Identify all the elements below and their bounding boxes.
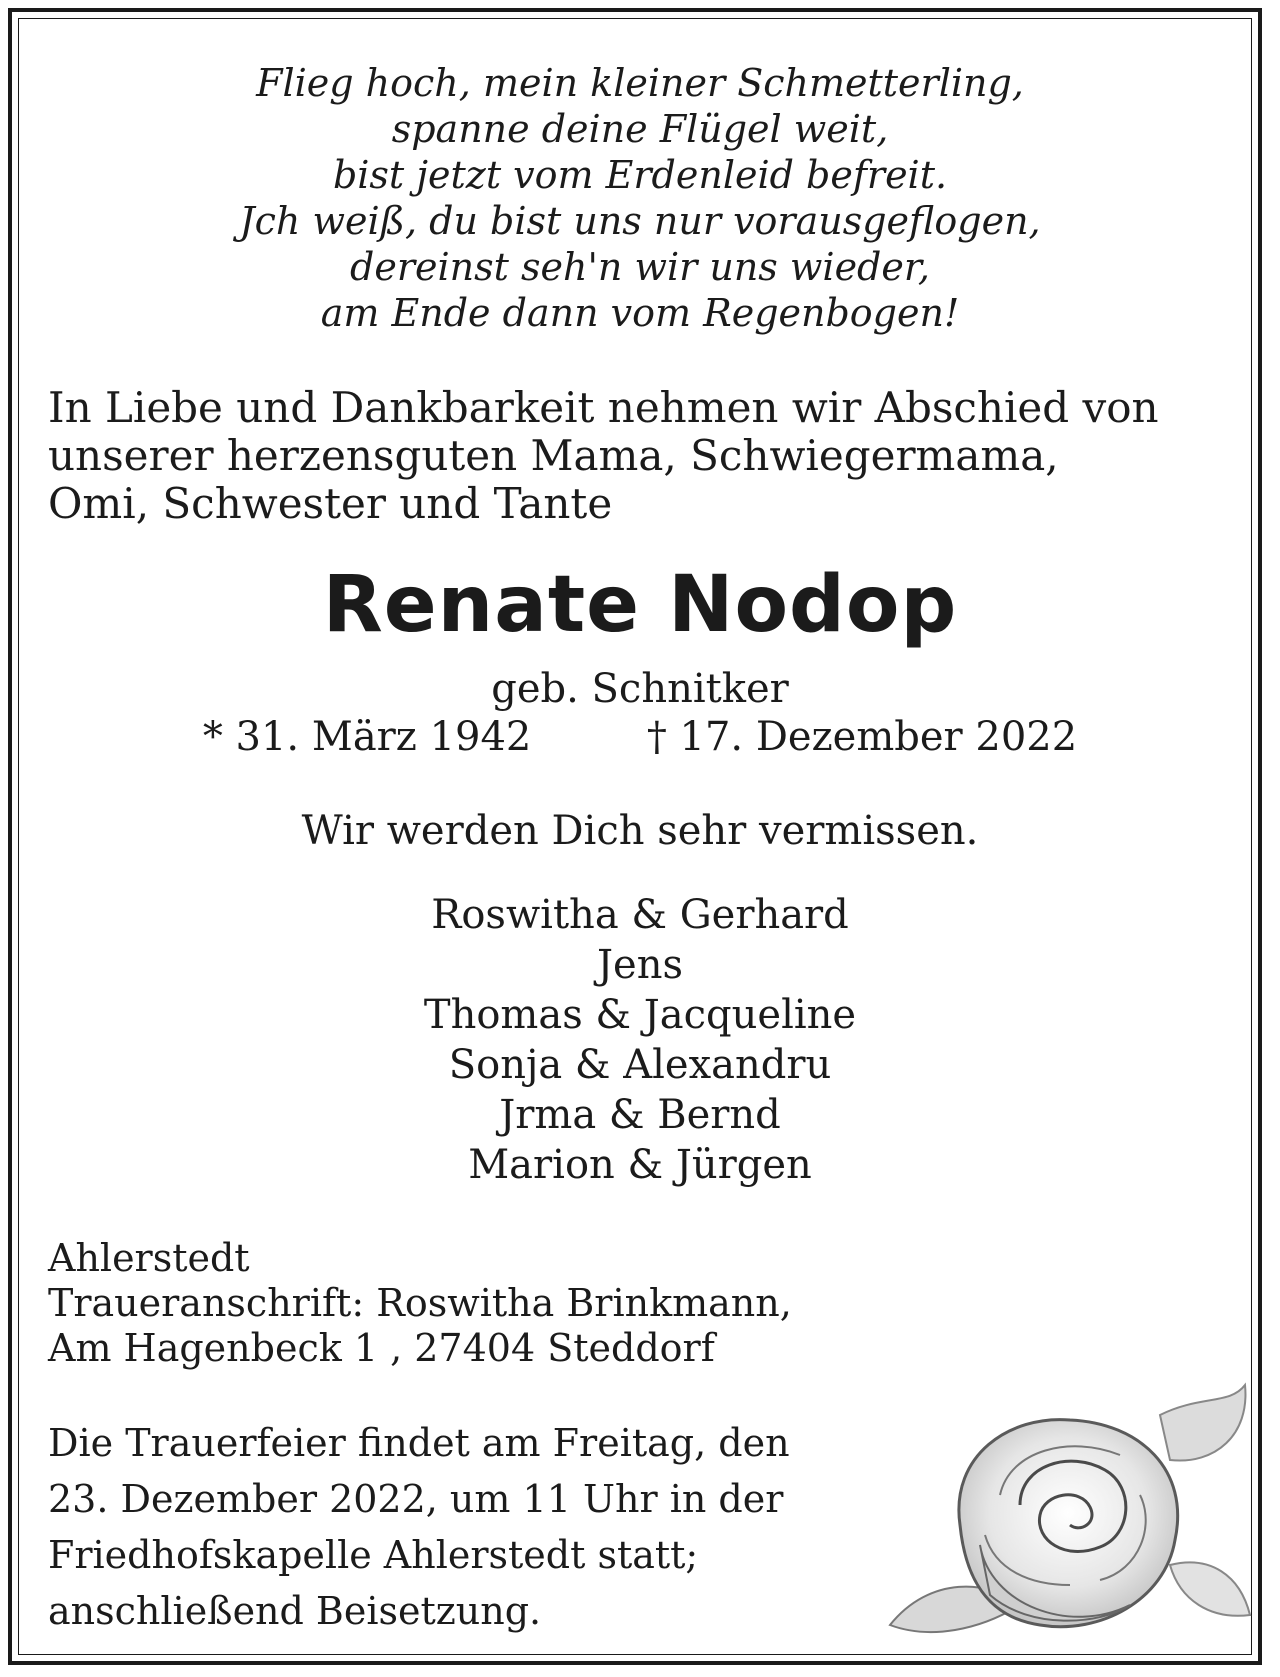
poem-line: Jch weiß, du bist uns nur vorausgeflogen, bbox=[239, 199, 1041, 243]
address-line: Ahlerstedt bbox=[48, 1236, 250, 1280]
address-line: Am Hagenbeck 1 , 27404 Steddorf bbox=[48, 1326, 715, 1370]
ceremony-line: Die Trauerfeier findet am Freitag, den bbox=[48, 1421, 790, 1465]
poem-line: am Ende dann vom Regenbogen! bbox=[320, 291, 960, 335]
mourner-name: Thomas & Jacqueline bbox=[423, 992, 857, 1038]
mourner-name: Marion & Jürgen bbox=[468, 1142, 812, 1188]
mourner-name: Roswitha & Gerhard bbox=[431, 892, 849, 938]
rose-icon bbox=[870, 1375, 1265, 1655]
ceremony-line: Friedhofskapelle Ahlerstedt statt; bbox=[48, 1533, 699, 1577]
poem-line: spanne deine Flügel weit, bbox=[391, 107, 889, 151]
poem-line: bist jetzt vom Erdenleid befreit. bbox=[332, 153, 948, 197]
intro-line: unserer herzensguten Mama, Schwiegermama, bbox=[48, 431, 1059, 480]
intro-line: Omi, Schwester und Tante bbox=[48, 479, 613, 528]
ceremony-line: anschließend Beisetzung. bbox=[48, 1589, 542, 1633]
mourner-name: Sonja & Alexandru bbox=[448, 1042, 832, 1088]
deceased-name: Renate Nodop bbox=[322, 560, 958, 650]
mourner-name: Jens bbox=[597, 942, 683, 988]
birth-date: * 31. März 1942 bbox=[202, 714, 532, 760]
maiden-name: geb. Schnitker bbox=[491, 666, 789, 712]
poem-line: Flieg hoch, mein kleiner Schmetterling, bbox=[256, 61, 1024, 105]
mourner-name: Jrma & Bernd bbox=[499, 1092, 781, 1138]
death-date: † 17. Dezember 2022 bbox=[646, 714, 1078, 760]
farewell-text: Wir werden Dich sehr vermissen. bbox=[301, 808, 979, 854]
address-line: Traueranschrift: Roswitha Brinkmann, bbox=[48, 1281, 792, 1325]
ceremony-line: 23. Dezember 2022, um 11 Uhr in der bbox=[48, 1477, 784, 1521]
intro-line: In Liebe und Dankbarkeit nehmen wir Abschied von bbox=[48, 383, 1159, 432]
life-dates bbox=[0, 714, 1280, 760]
poem-line: dereinst seh'n wir uns wieder, bbox=[350, 245, 930, 289]
